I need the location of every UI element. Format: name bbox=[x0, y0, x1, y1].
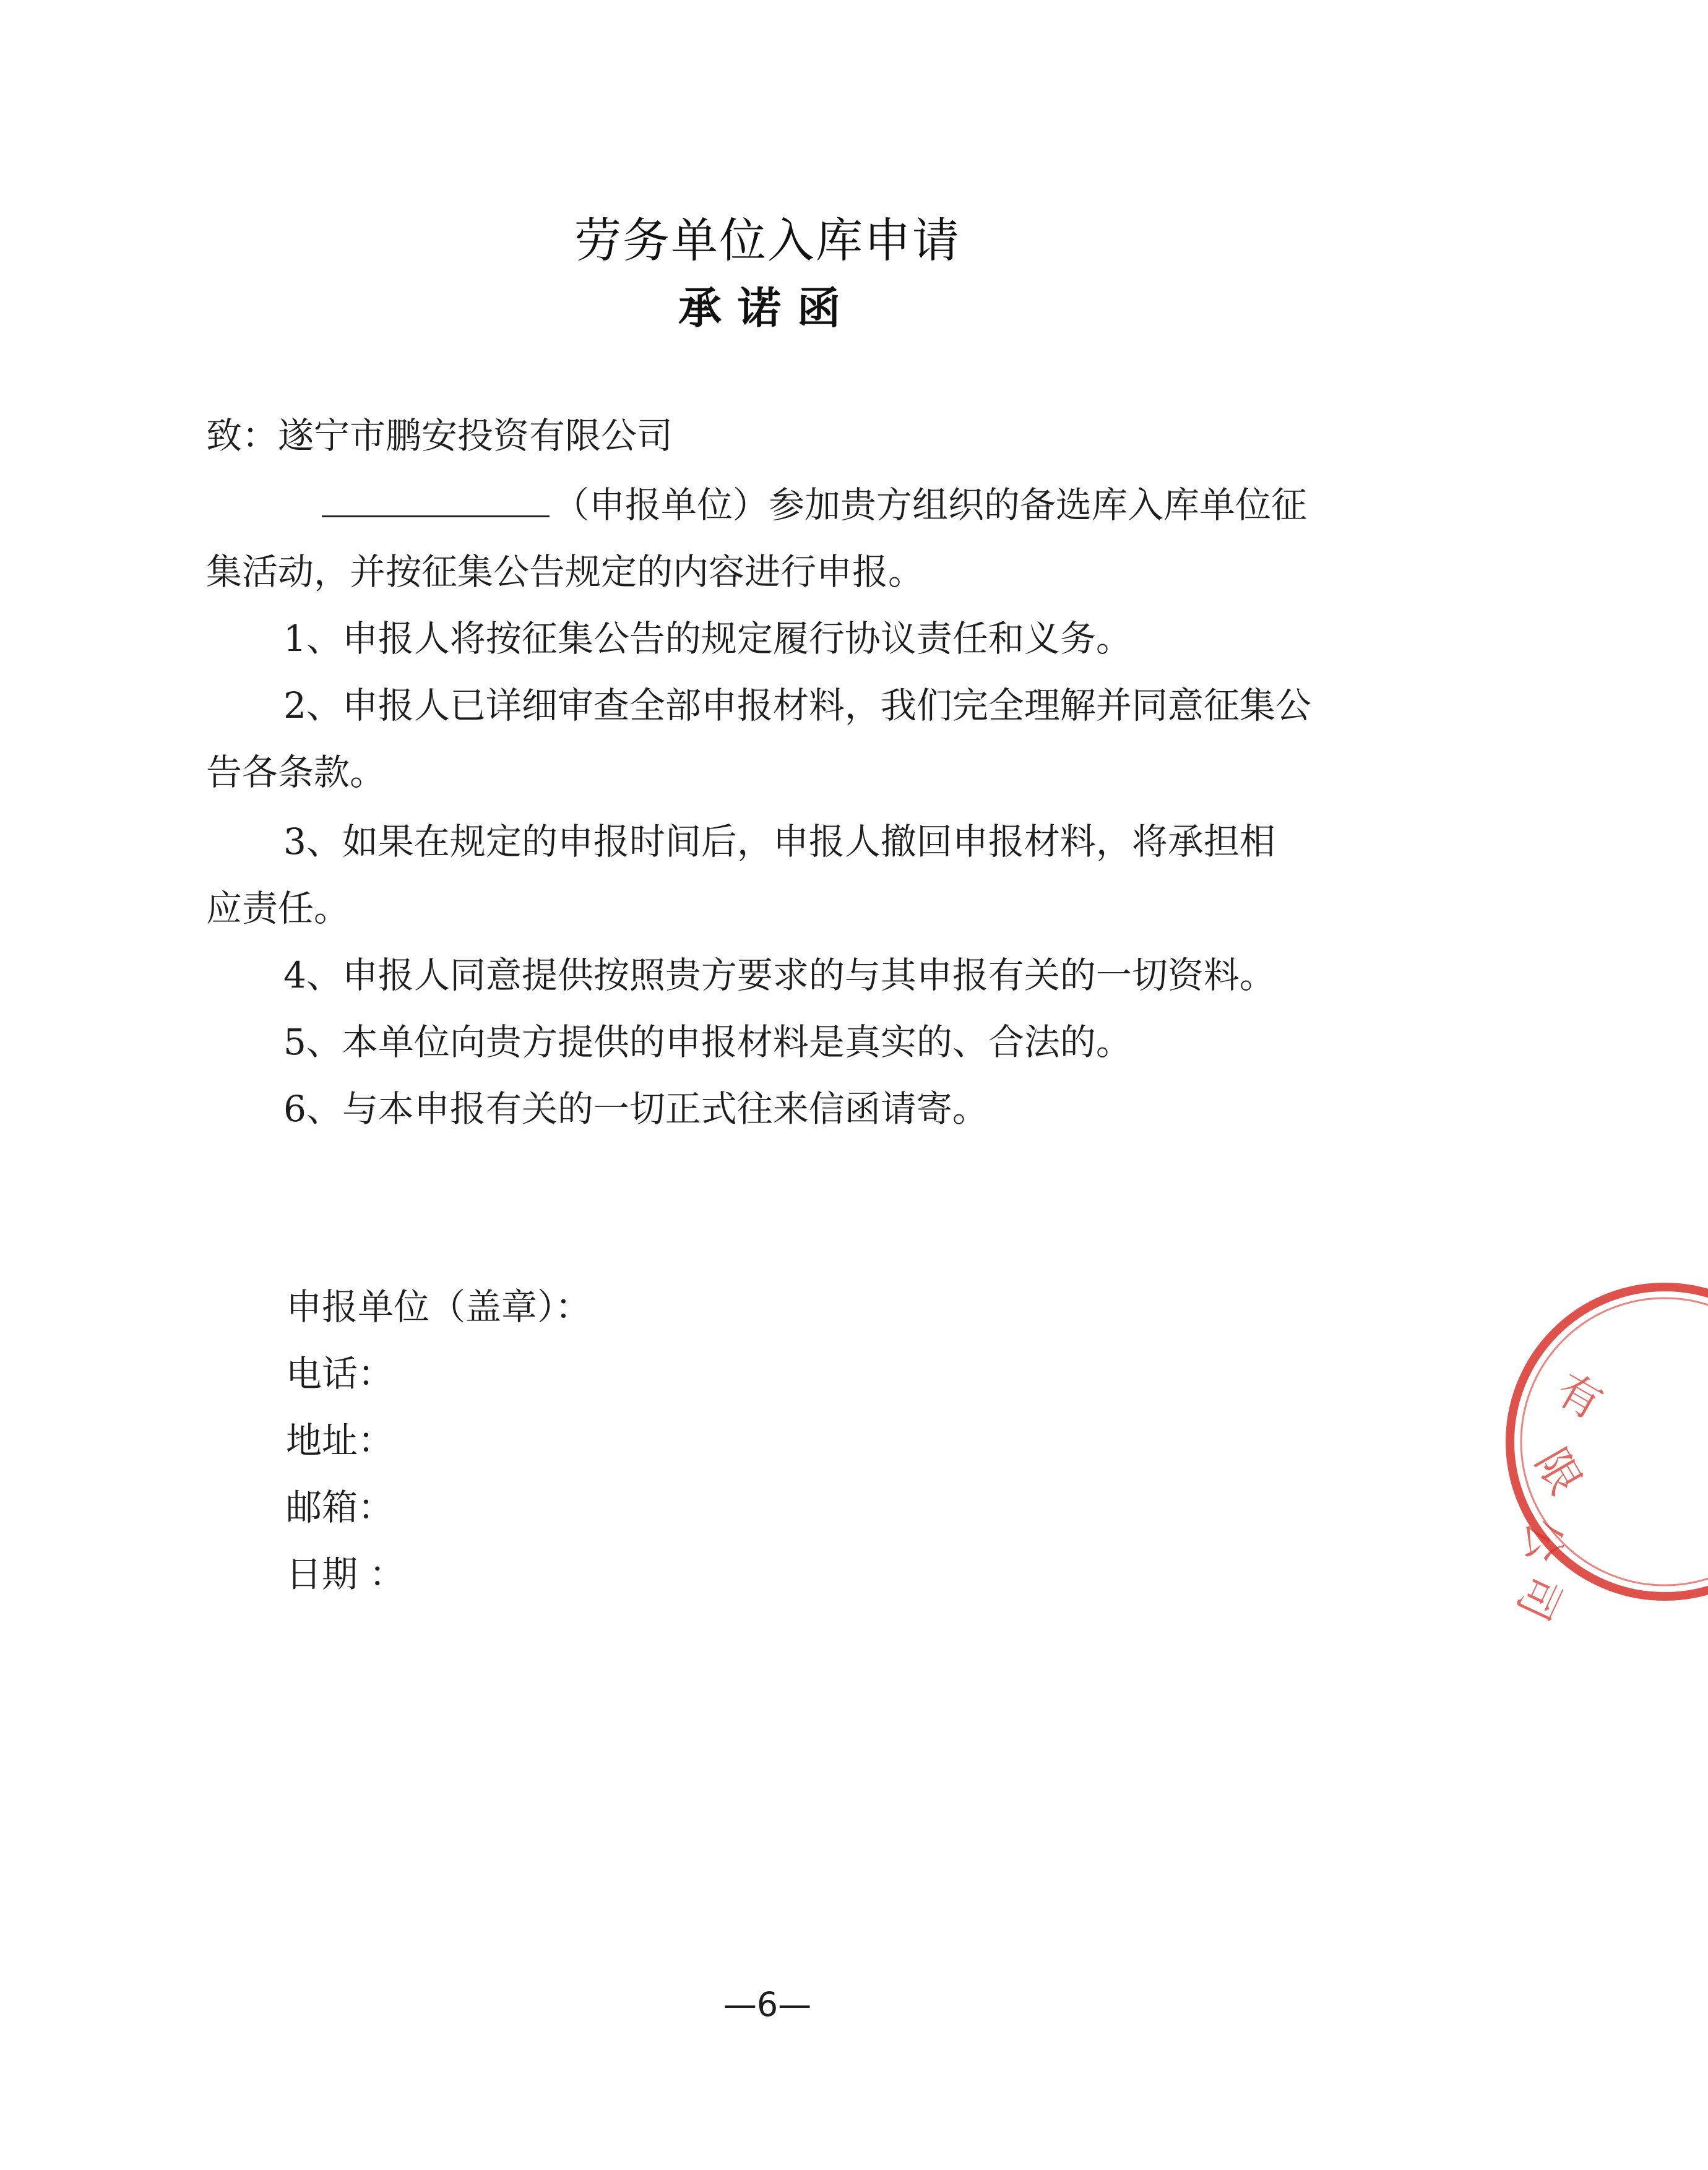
signature-phone-label: 电话： bbox=[286, 1353, 394, 1395]
item-5: 5、本单位向贵方提供的申报材料是真实的、合法的。 bbox=[283, 1021, 1132, 1063]
applicant-blank-field bbox=[322, 484, 550, 517]
document-title: 劳务单位入库申请 bbox=[574, 213, 960, 268]
item-6: 6、与本申报有关的一切正式往来信函请寄。 bbox=[283, 1088, 988, 1130]
item-2-line-1: 2、申报人已详细审查全部申报材料，我们完全理解并同意征集公 bbox=[283, 684, 1311, 726]
item-4: 4、申报人同意提供按照贵方要求的与其申报有关的一切资料。 bbox=[283, 954, 1275, 996]
svg-text:司: 司 bbox=[1507, 1567, 1571, 1628]
item-2-line-2: 告各条款。 bbox=[206, 751, 386, 793]
item-1: 1、申报人将按征集公告的规定履行协议责任和义务。 bbox=[283, 618, 1132, 660]
svg-text:公: 公 bbox=[1518, 1519, 1569, 1562]
intro-paragraph-line-2: 集活动，并按征集公告规定的内容进行申报。 bbox=[206, 551, 925, 593]
document-subtitle: 承诺函 bbox=[678, 283, 856, 334]
page-number: —6— bbox=[723, 1985, 812, 2024]
intro-paragraph-line-1 bbox=[322, 483, 1307, 527]
signature-email-label: 邮箱： bbox=[286, 1486, 394, 1528]
svg-text:限: 限 bbox=[1525, 1440, 1592, 1504]
signature-address-label: 地址： bbox=[286, 1419, 394, 1462]
item-3-line-2: 应责任。 bbox=[206, 887, 350, 929]
company-seal-icon bbox=[1460, 1275, 1708, 1628]
item-3-line-1: 3、如果在规定的申报时间后，申报人撤回申报材料，将承担相 bbox=[283, 820, 1275, 863]
recipient-line: 致：遂宁市鹏安投资有限公司 bbox=[206, 415, 673, 457]
signature-unit-label: 申报单位（盖章）： bbox=[286, 1286, 592, 1328]
svg-text:有: 有 bbox=[1548, 1363, 1611, 1429]
signature-date-label: 日期 ： bbox=[286, 1553, 405, 1595]
intro-text-1: （申报单位）参加贵方组织的备选库入库单位征 bbox=[553, 484, 1308, 526]
